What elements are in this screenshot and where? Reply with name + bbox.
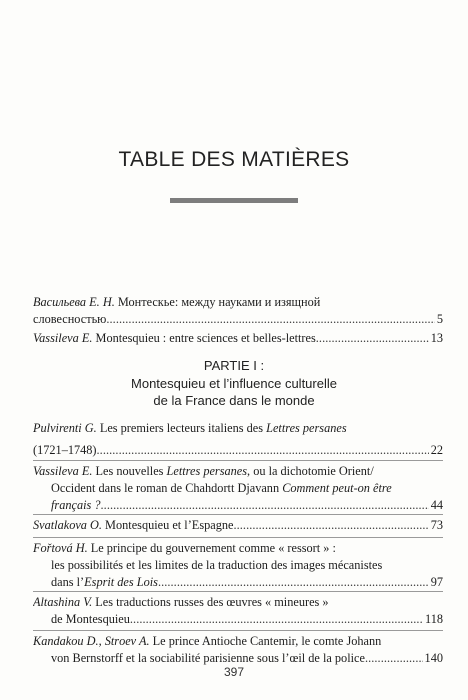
entry-page: 140 <box>424 651 443 665</box>
entry-author: Vassileva E. <box>33 331 93 345</box>
entry-title-cont: dans l’ <box>51 575 85 589</box>
part-title-line1: Montesquieu et l’influence culturelle <box>131 376 337 391</box>
entry-title-italic: Lettres persanes <box>266 421 347 435</box>
entry-title: Montesquieu et l’Espagne <box>101 518 234 532</box>
toc-entry-altashina <box>33 594 443 628</box>
leader-dots <box>106 311 434 328</box>
entry-title-cont: les possibilités et les limites de la traduction des images mécanistes <box>51 558 383 572</box>
toc-entry-vassileva-fr <box>33 330 443 347</box>
entry-title: Le prince Antioche Cantemir, le comte Johann <box>149 634 382 648</box>
leader-dots <box>97 442 429 459</box>
toc-entry-kandakou <box>33 633 443 667</box>
entry-separator <box>33 591 443 592</box>
entry-title-italic: français ? <box>51 498 101 512</box>
entry-title-cont: Occident dans le roman de Chahdortt Djavann <box>51 481 283 495</box>
entry-title-cont: von Bernstorff et la sociabilité parisienne sous l’œil de la police <box>51 651 365 665</box>
entry-title: Les nouvelles <box>92 464 167 478</box>
entry-title-italic: Comment peut-on être <box>282 481 392 495</box>
entry-separator <box>33 514 443 515</box>
toc-entry-fortova <box>33 540 443 591</box>
entry-separator <box>33 537 443 538</box>
part-label: PARTIE I : <box>203 358 265 373</box>
entry-title: Монтескье: между науками и изящной <box>114 295 321 309</box>
entry-title-cont: de Montesquieu <box>51 612 130 626</box>
entry-title-cont: словесностью <box>33 312 107 326</box>
entry-page: 73 <box>430 518 443 532</box>
toc-entry-pulvirenti <box>33 420 443 459</box>
leader-dots <box>233 517 428 534</box>
entry-title-italic: Lettres persanes <box>166 464 248 478</box>
title-underline <box>170 198 298 203</box>
entry-page: 5 <box>436 312 443 326</box>
leader-dots <box>101 497 429 514</box>
entry-title: Montesquieu : entre sciences et belles-lettres <box>92 331 316 345</box>
entry-title: Les traductions russes des œuvres « mineures » <box>92 595 329 609</box>
entry-author: Васильева Е. Н. <box>33 295 115 309</box>
entry-author: Fořtová H. <box>33 541 88 555</box>
entry-title-italic: Esprit des Lois <box>84 575 158 589</box>
entry-author: Kandakou D., Strоev A. <box>33 634 150 648</box>
entry-author: Altashina V. <box>33 595 93 609</box>
entry-title-rest: , ou la dichotomie Orient/ <box>247 464 374 478</box>
part-title-line2: de la France dans le monde <box>153 393 315 408</box>
leader-dots <box>130 611 423 628</box>
toc-entry-vassileva-lettres <box>33 463 443 514</box>
entry-separator <box>33 630 443 631</box>
entry-page: 22 <box>430 443 443 457</box>
leader-dots <box>316 330 429 347</box>
entry-page: 44 <box>430 498 443 512</box>
entry-author: Vassileva E. <box>33 464 93 478</box>
toc-entry-svatlakova <box>33 517 443 534</box>
entry-title-cont: (1721–1748) <box>33 443 97 457</box>
entry-author: Svatlakova O. <box>33 518 102 532</box>
toc-entry-vasilieva-ru <box>33 294 443 328</box>
entry-title: Le principe du gouvernement comme « ressort » : <box>87 541 336 555</box>
entry-author: Pulvirenti G. <box>33 421 97 435</box>
entry-page: 97 <box>430 575 443 589</box>
entry-page: 13 <box>430 331 443 345</box>
page-title: TABLE DES MATIÈRES <box>118 148 350 171</box>
entry-page: 118 <box>425 612 443 626</box>
leader-dots <box>158 574 429 591</box>
entry-title: Les premiers lecteurs italiens des <box>96 421 267 435</box>
entry-separator <box>33 460 443 461</box>
page-number: 397 <box>223 665 245 679</box>
